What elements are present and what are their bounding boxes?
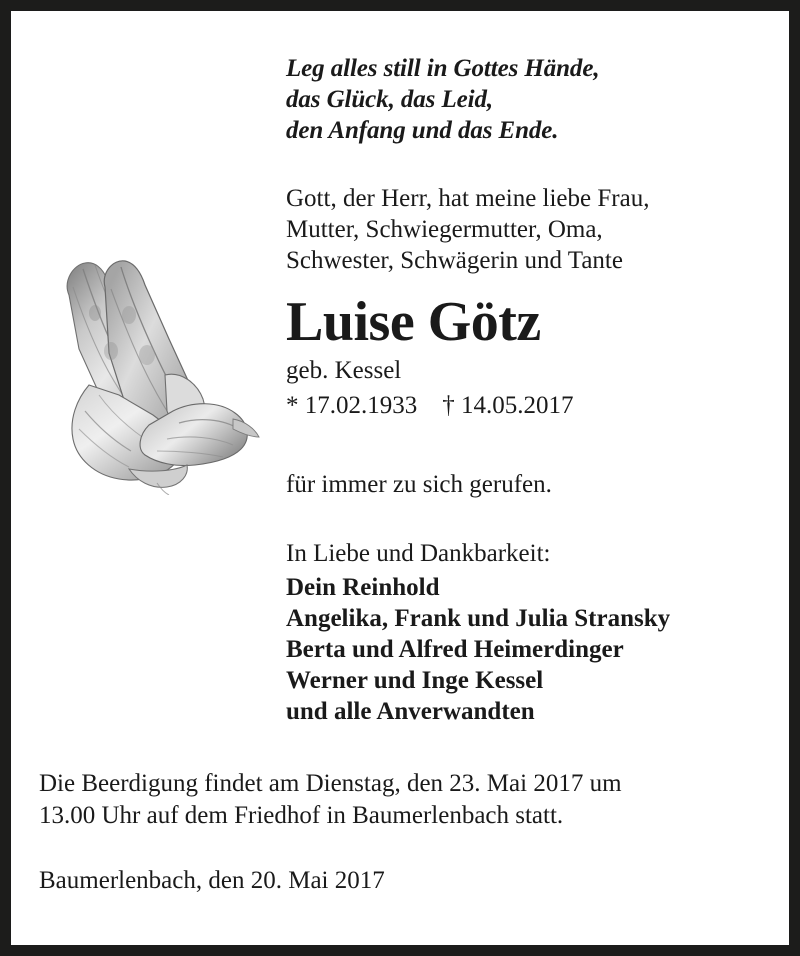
survivors-block (286, 572, 781, 727)
funeral-details (39, 768, 767, 832)
notice-bottom-section (39, 768, 767, 897)
intro-line: Schwester, Schwägerin und Tante (286, 247, 623, 274)
verse-block (286, 11, 781, 146)
survivor-line: Werner und Inge Kessel (286, 667, 544, 694)
funeral-line: Die Beerdigung findet am Dienstag, den 23. Mai 2017 um (39, 770, 622, 797)
survivor-line: Berta und Alfred Heimerdinger (286, 636, 624, 663)
deceased-name: Luise Götz (286, 291, 541, 353)
funeral-line: 13.00 Uhr auf dem Friedhof in Baumerlenbach statt. (39, 802, 564, 829)
survivor-line: und alle Anverwandten (286, 698, 535, 725)
intro-line: Gott, der Herr, hat meine liebe Frau, (286, 185, 650, 212)
notice-text-column (286, 11, 781, 727)
called-line: für immer zu sich gerufen. (286, 471, 552, 498)
intro-line: Mutter, Schwiegermutter, Oma, (286, 216, 603, 243)
maiden-name: geb. Kessel (286, 357, 402, 384)
intro-block (286, 183, 781, 276)
notice-inner-panel (11, 11, 789, 945)
place-and-date: Baumerlenbach, den 20. Mai 2017 (39, 867, 385, 894)
praying-hands-illustration (33, 243, 261, 495)
survivor-line: Dein Reinhold (286, 574, 440, 601)
verse-line: das Glück, das Leid, (286, 86, 494, 113)
verse-line: den Anfang und das Ende. (286, 117, 559, 144)
gratitude-line: In Liebe und Dankbarkeit: (286, 540, 551, 567)
life-dates: * 17.02.1933 † 14.05.2017 (286, 392, 574, 419)
notice-upper-section (11, 11, 789, 751)
survivor-line: Angelika, Frank und Julia Stransky (286, 605, 671, 632)
verse-line: Leg alles still in Gottes Hände, (286, 55, 600, 82)
